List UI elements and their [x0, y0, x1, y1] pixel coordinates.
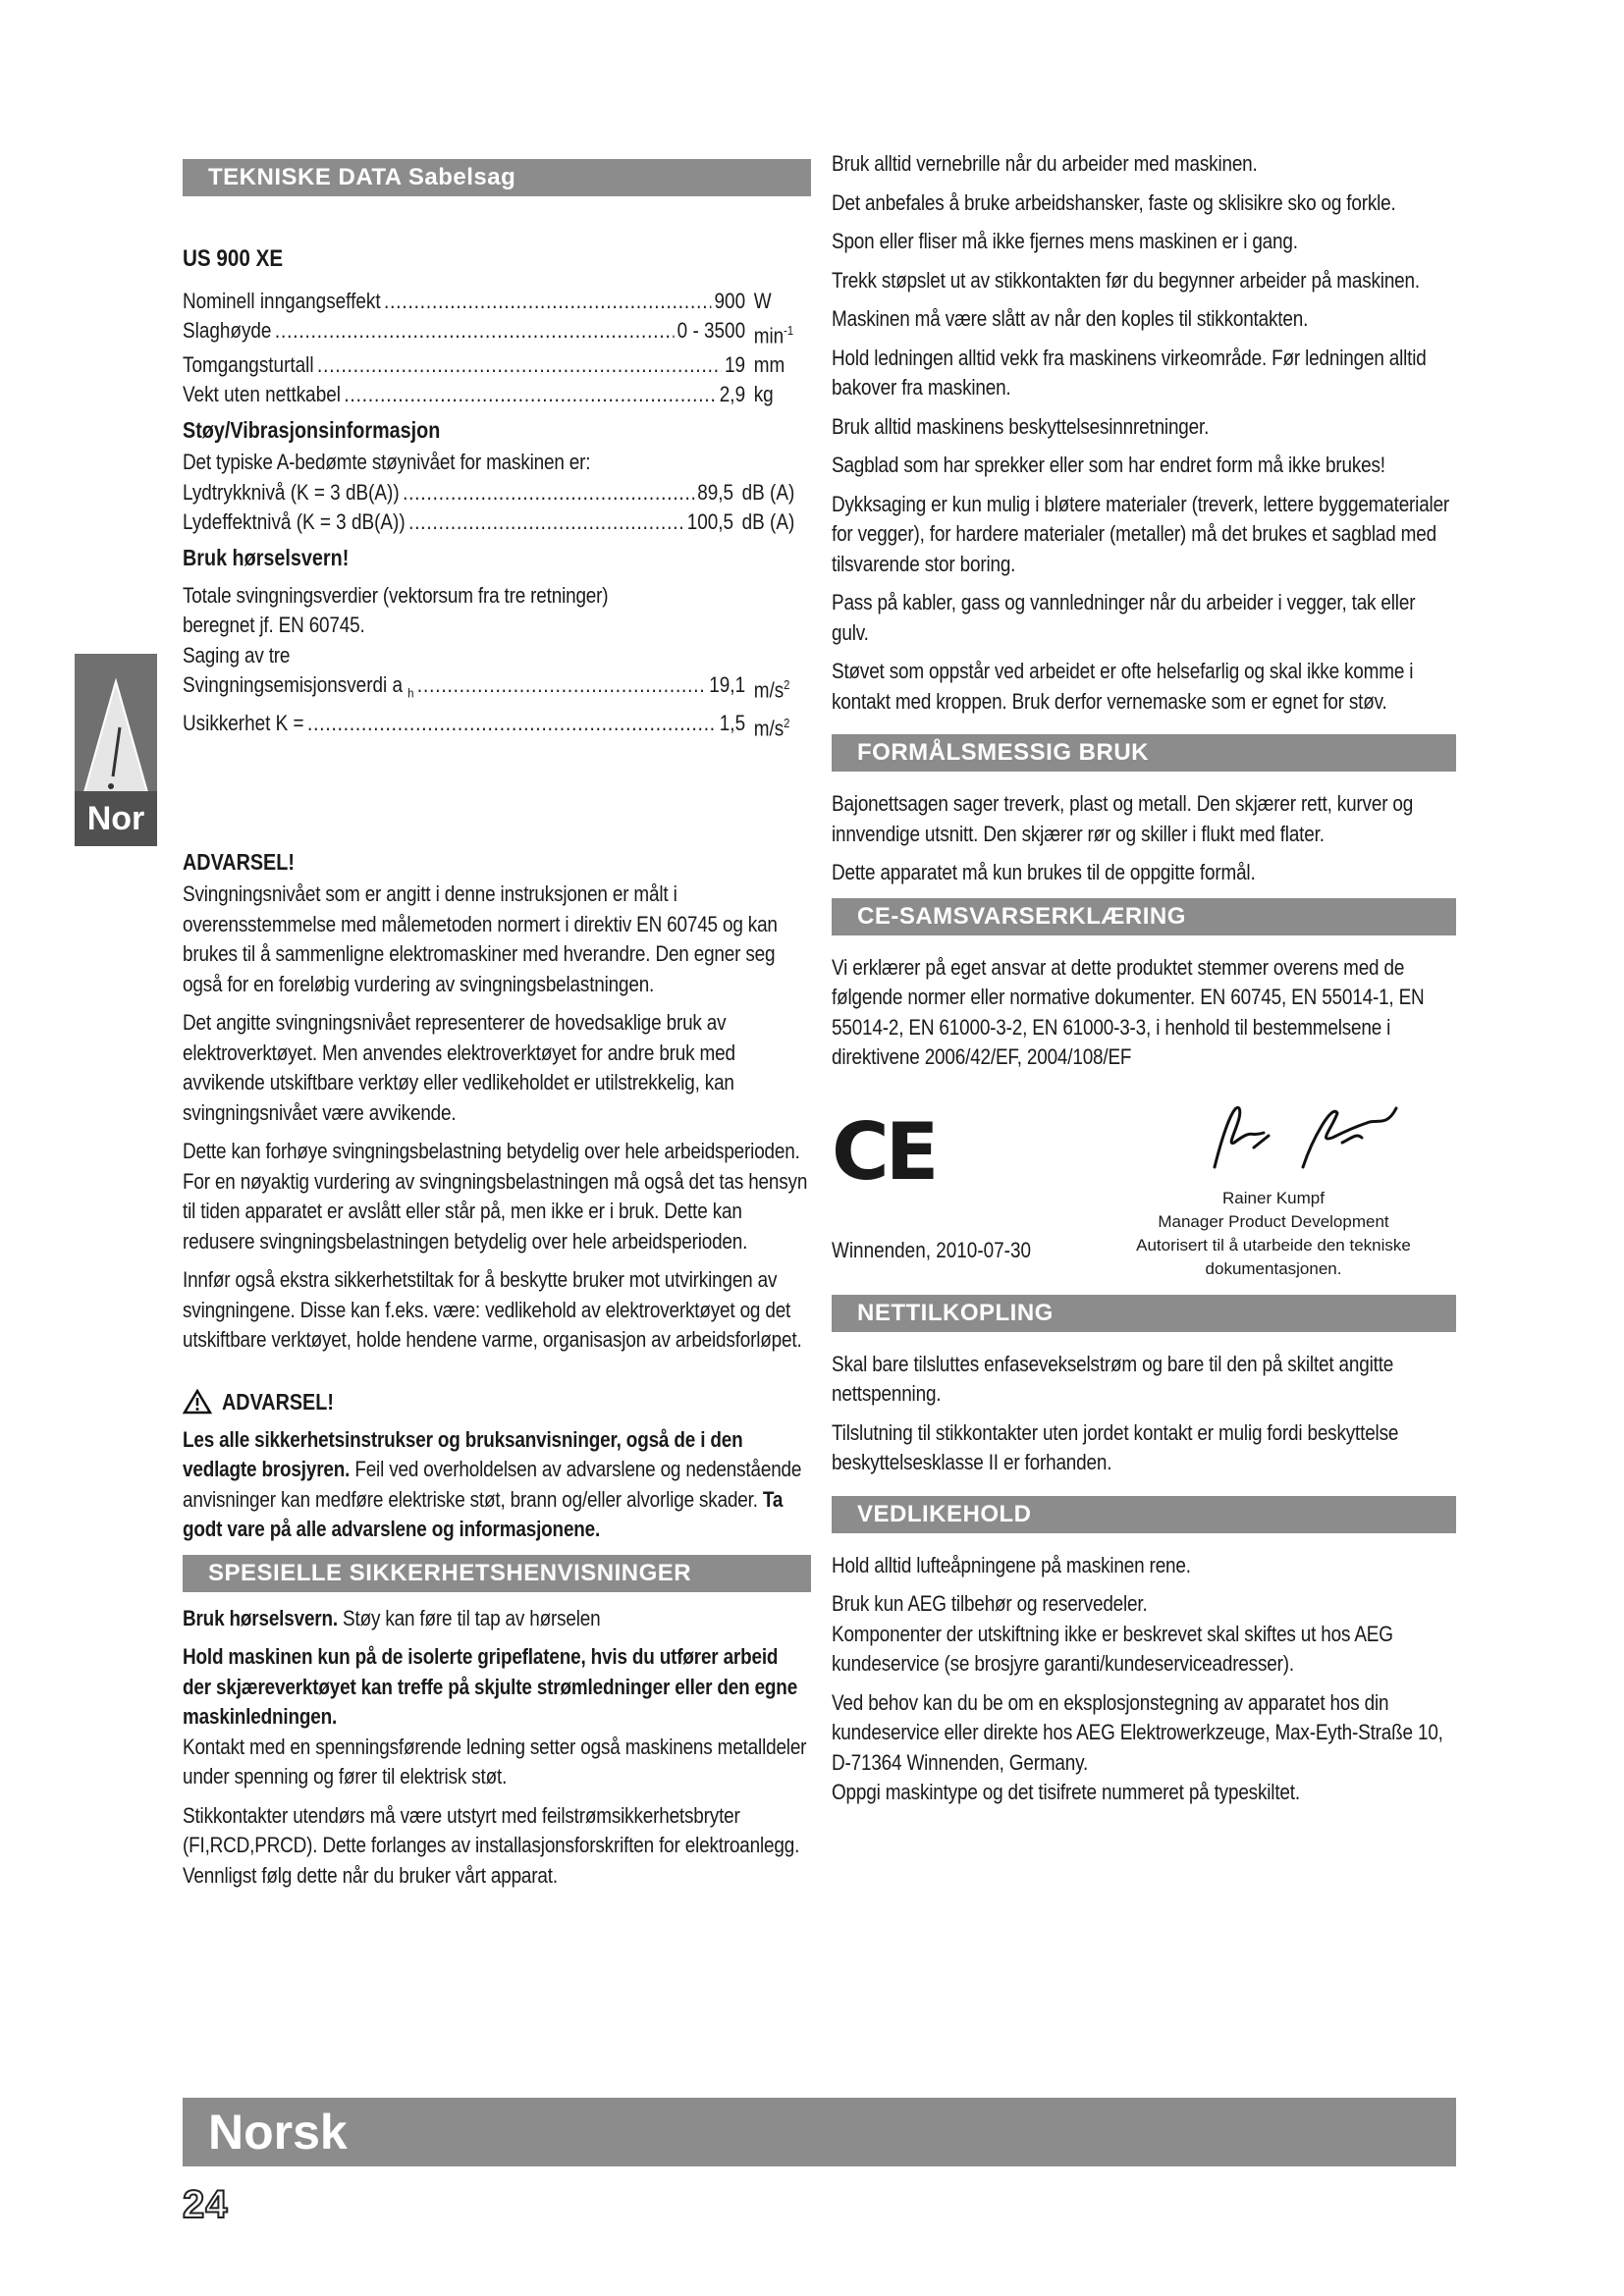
- noise-unit: dB (A): [741, 508, 795, 534]
- special-paragraph: [183, 1642, 809, 1792]
- spec-label: Tomgangsturtall: [183, 352, 314, 378]
- spec-value: 0 - 3500: [677, 318, 746, 343]
- power-header: NETTILKOPLING: [832, 1295, 1456, 1332]
- special-bold: Bruk hørselsvern.: [183, 1605, 338, 1630]
- advarsel2-title: ADVARSEL!: [222, 1388, 334, 1415]
- special-safety-header: SPESIELLE SIKKERHETSHENVISNINGER: [183, 1555, 811, 1592]
- warning-triangle-icon: [81, 673, 151, 801]
- tech-data-header: TEKNISKE DATA Sabelsag: [183, 159, 811, 196]
- advarsel2-heading: [183, 1389, 811, 1415]
- safety-paragraph: Spon eller fliser må ikke fjernes mens maskinen er i gang.: [832, 229, 1298, 253]
- advarsel-paragraph: Dette kan forhøye svingningsbelastning betydelig over hele arbeidsperioden. For en nøyaktig vurdering av svingningsbelastningen må også det tas hensyn til tiden apparatet er avslått eller står på, men ikke er i bruk. Dette kan redusere svingningsbelastningen betydelig over hele arbeidsperioden.: [183, 1139, 808, 1254]
- maintenance-paragraph: Hold alltid lufteåpningene på maskinen rene.: [832, 1552, 1191, 1577]
- vib-intro-3: Saging av tre: [183, 642, 291, 667]
- spec-label: Slaghøyde: [183, 318, 272, 343]
- spec-row: [183, 380, 809, 409]
- noise-value: 89,5: [697, 479, 734, 505]
- advarsel2-bold: Les alle sikkerhetsinstrukser og bruksanvisninger, også de i den vedlagte brosjyren.: [183, 1426, 743, 1482]
- special-paragraph: [183, 1604, 809, 1634]
- use-paragraph: Dette apparatet må kun brukes til de oppgitte formål.: [832, 860, 1256, 884]
- noise-label: Lydeffektnivå (K = 3 dB(A)): [183, 508, 406, 534]
- spec-value: 900: [714, 289, 746, 313]
- vib-unit-sup: 2: [784, 677, 790, 693]
- safety-paragraph: Bruk alltid vernebrille når du arbeider med maskinen.: [832, 151, 1258, 176]
- signer-block: [1107, 1187, 1440, 1281]
- maintenance-paragraph: Ved behov kan du be om en eksplosjonstegning av apparatet hos din kundeservice eller direkte hos AEG Elektrowerkzeuge, Max-Eyth-Straße 10, D-71364 Winnenden, Germany.: [832, 1689, 1443, 1775]
- advarsel-paragraph: Det angitte svingningsnivået representerer de hovedsaklige bruk av elektroverktøyet. Men anvendes elektroverktøyet for andre bruk med avvikende utskiftbare verktøy eller vedlikeholdet er utilstrekkelig, kan svingningsnivået være avvikende.: [183, 1010, 735, 1125]
- noise-unit: dB (A): [741, 479, 795, 505]
- vib-value: 1,5: [719, 710, 746, 735]
- safety-paragraph: Pass på kabler, gass og vannledninger når du arbeider i vegger, tak eller gulv.: [832, 590, 1416, 645]
- intended-use-header: FORMÅLSMESSIG BRUK: [832, 734, 1456, 772]
- noise-heading: Støy/Vibrasjonsinformasjon: [183, 417, 441, 444]
- spec-unit-sup: -1: [784, 323, 794, 338]
- noise-intro: Det typiske A-bedømte støynivået for maskinen er:: [183, 450, 591, 475]
- signer-name: Rainer Kumpf: [1222, 1188, 1325, 1207]
- warning-icon: [183, 1389, 212, 1415]
- vib-row: [183, 709, 809, 743]
- left-column: [183, 149, 811, 1899]
- safety-paragraph: Hold ledningen alltid vekk fra maskinens virkeområde. Før ledningen alltid bakover fra maskinen.: [832, 345, 1427, 400]
- power-paragraph: Skal bare tilsluttes enfasevekselstrøm og bare til den på skiltet angitte nettspenning.: [832, 1351, 1394, 1406]
- noise-label: Lydtrykknivå (K = 3 dB(A)): [183, 479, 400, 505]
- special-paragraph: Stikkontakter utendørs må være utstyrt med feilstrømsikkerhetsbryter (FI,RCD,PRCD). Dette forlanges av installasjonsforskriften for elektroanlegg. Vennligst følg dette når du bruker vårt apparat.: [183, 1802, 800, 1888]
- ce-header: CE-SAMSVARSERKLÆRING: [832, 898, 1456, 935]
- signer-title: Manager Product Development: [1158, 1211, 1389, 1231]
- spec-value: 19: [725, 352, 746, 378]
- signer-authorization: Autorisert til å utarbeide den tekniske dokumentasjonen.: [1136, 1235, 1411, 1278]
- spec-value: 2,9: [719, 382, 746, 407]
- ce-paragraph: Vi erklærer på eget ansvar at dette produktet stemmer overens med de følgende normer eller normative dokumenter. EN 60745, EN 55014-1, EN 55014-2, EN 61000-3-2, EN 61000-3-3, i henhold til bestemmelsene i direktivene 2006/42/EF, 2004/108/EF: [832, 954, 1425, 1069]
- advarsel-paragraph: Innfør også ekstra sikkerhetstiltak for å beskytte bruker mot utvirkingen av svingningene. Disse kan f.eks. være: vedlikehold av elektroverktøyet og det utskiftbare verktøyet, holde hendene varme, organisasjon av arbeidsforløpet.: [183, 1267, 802, 1353]
- right-column: [832, 149, 1456, 1817]
- safety-paragraph: Støvet som oppstår ved arbeidet er ofte helsefarlig og skal ikke komme i kontakt med kroppen. Bruk derfor vernemaske som er egnet for støv.: [832, 659, 1414, 714]
- advarsel2-text: Feil ved overholdelsen av advarslene og nedenstående anvisninger kan medføre elektriske støt, brann og/eller alvorlige skader.: [183, 1457, 802, 1512]
- page-number: 24: [183, 2183, 229, 2226]
- spec-row: [183, 350, 809, 380]
- declaration-date: Winnenden, 2010-07-30: [832, 1237, 1032, 1262]
- model-name: US 900 XE: [183, 245, 284, 272]
- vib-label: Svingningsemisjonsverdi a: [183, 672, 404, 698]
- vib-label: Usikkerhet K =: [183, 710, 304, 735]
- advarsel2-bold2: Ta godt vare på alle advarslene og informasjonene.: [183, 1486, 784, 1542]
- advarsel-paragraph: Svingningsnivået som er angitt i denne instruksjonen er målt i overensstemmelse med målemetoden normert i direktiv EN 60745 og kan brukes til å sammenligne elektromaskiner med hverandre. Den egner seg også for en foreløbig vurdering av svingningsbelastningen.: [183, 881, 778, 996]
- safety-paragraph: Maskinen må være slått av når den koples til stikkontakten.: [832, 306, 1309, 331]
- spec-label: Nominell inngangseffekt: [183, 289, 381, 313]
- safety-paragraph: Dykksaging er kun mulig i bløtere materialer (treverk, lettere byggematerialer for vegger), for hardere materialer (metaller) må det brukes et sagblad med tilsvarende stor boring.: [832, 491, 1450, 576]
- maintenance-paragraph: Bruk kun AEG tilbehør og reservedeler.: [832, 1591, 1148, 1616]
- special-text: Støy kan føre til tap av hørselen: [337, 1605, 601, 1630]
- noise-value: 100,5: [686, 508, 734, 534]
- maintenance-paragraph: Komponenter der utskiftning ikke er beskrevet skal skiftes ut hos AEG kundeservice (se brosjyre garanti/kundeserviceadresser).: [832, 1621, 1393, 1676]
- spec-unit: mm: [753, 352, 785, 378]
- special-text: Kontakt med en spenningsførende ledning setter også maskinens metalldeler under spenning og fører til elektrisk støt.: [183, 1734, 807, 1789]
- vib-intro-1: Totale svingningsverdier (vektorsum fra tre retninger): [183, 582, 609, 608]
- vib-sub: h: [407, 685, 414, 701]
- safety-paragraph: Det anbefales å bruke arbeidshansker, faste og sklisikre sko og forkle.: [832, 189, 1396, 215]
- spec-row: [183, 287, 809, 316]
- vib-intro-2: beregnet jf. EN 60745.: [183, 613, 365, 638]
- vib-unit: m/s: [753, 716, 785, 741]
- advarsel-heading: ADVARSEL!: [183, 849, 295, 876]
- hearing-warning: Bruk hørselsvern!: [183, 544, 350, 570]
- special-bold: Hold maskinen kun på de isolerte gripeflatene, hvis du utfører arbeid der skjæreverktøyet kan treffe på skjulte strømledninger eller den egne maskinledningen.: [183, 1644, 798, 1730]
- vib-row: [183, 670, 809, 708]
- language-footer-bar: Norsk: [183, 2098, 1456, 2166]
- language-tab: Nor: [75, 791, 157, 846]
- spec-row: [183, 316, 809, 350]
- spec-unit: min: [753, 323, 785, 348]
- maintenance-header: VEDLIKEHOLD: [832, 1496, 1456, 1533]
- safety-paragraph: Bruk alltid maskinens beskyttelsesinnretninger.: [832, 413, 1210, 439]
- signature-image: [1195, 1089, 1431, 1187]
- use-paragraph: Bajonettsagen sager treverk, plast og metall. Den skjærer rett, kurver og innvendige utsnitt. Den skjærer rør og skiller i flukt med flater.: [832, 791, 1414, 846]
- vib-unit-sup: 2: [784, 715, 790, 730]
- noise-row: [183, 478, 809, 507]
- noise-row: [183, 507, 809, 537]
- spec-label: Vekt uten nettkabel: [183, 382, 341, 407]
- maintenance-paragraph: Oppgi maskintype og det tisifrete nummeret på typeskiltet.: [832, 1780, 1300, 1804]
- safety-paragraph: Sagblad som har sprekker eller som har endret form må ikke brukes!: [832, 453, 1385, 477]
- ce-mark-logo: CE: [832, 1105, 936, 1198]
- ce-declaration: [832, 1089, 1456, 1295]
- vib-unit: m/s: [753, 677, 785, 703]
- vib-value: 19,1: [709, 672, 746, 698]
- power-paragraph: Tilslutning til stikkontakter uten jordet kontakt er mulig fordi beskyttelse beskyttelsesklasse II er forhanden.: [832, 1419, 1399, 1474]
- spec-unit: W: [753, 289, 772, 313]
- safety-paragraph: Trekk støpslet ut av stikkontakten før du begynner arbeider på maskinen.: [832, 267, 1420, 293]
- advarsel2-paragraph: [183, 1425, 809, 1545]
- spec-unit: kg: [753, 382, 774, 407]
